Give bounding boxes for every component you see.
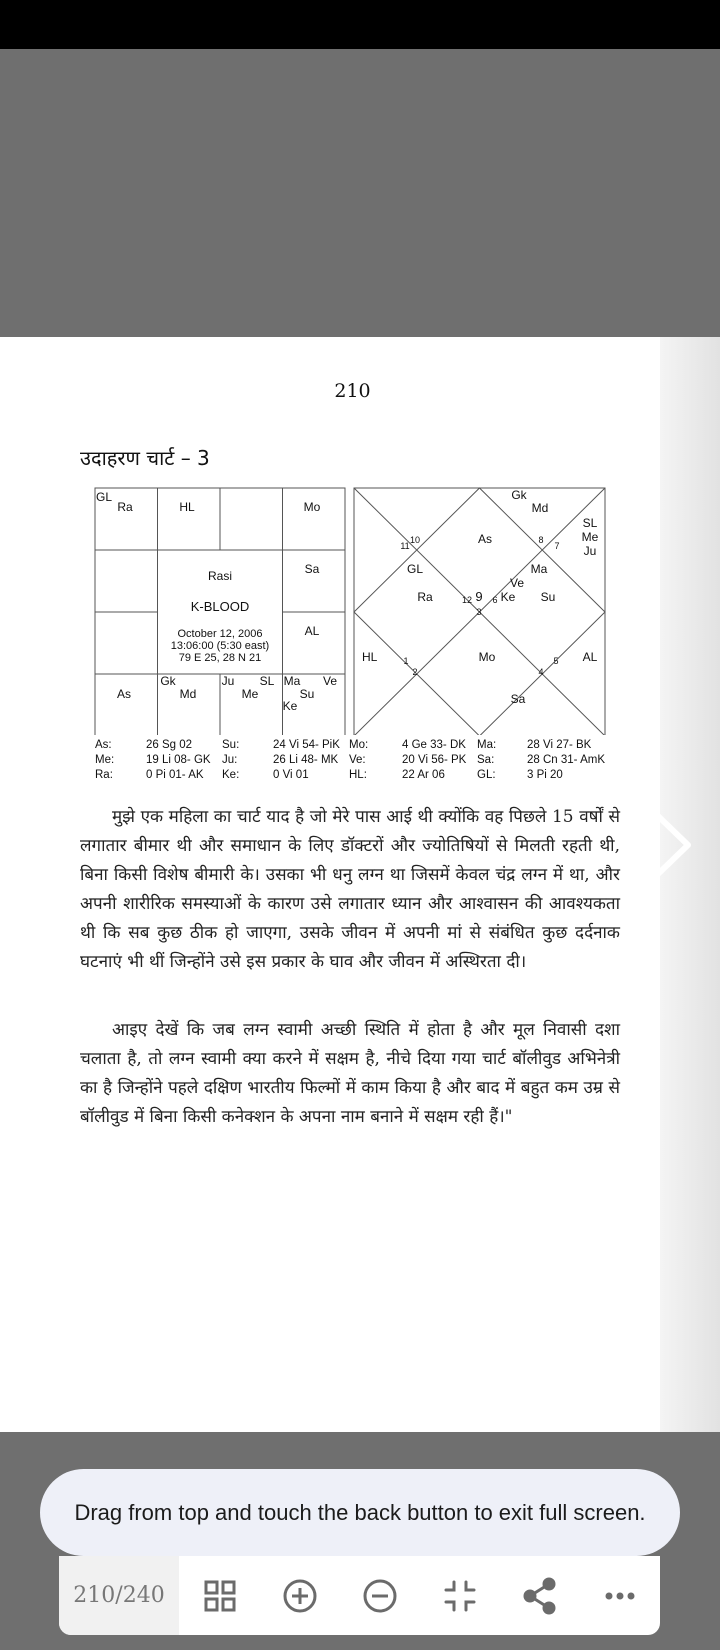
- table-cell: Ju:: [222, 754, 238, 766]
- rasi-cell-ju: Ju: [221, 674, 235, 688]
- table-cell: 0 Pi 01- AK: [146, 769, 204, 781]
- horoscope-charts: [92, 485, 612, 735]
- table-cell: Sa:: [477, 754, 495, 766]
- table-cell: 28 Cn 31- AmK: [527, 754, 605, 766]
- grid-icon[interactable]: [200, 1576, 240, 1616]
- table-cell: 3 Pi 20: [527, 769, 563, 781]
- table-cell: 26 Sg 02: [146, 739, 193, 751]
- rasi-cell-ke: Ke: [282, 699, 298, 713]
- table-cell: 4 Ge 33- DK: [402, 739, 466, 751]
- north-as: As: [477, 532, 493, 546]
- north-me: Me: [581, 530, 599, 544]
- north-ra: Ra: [417, 590, 433, 604]
- north-mo: Mo: [478, 650, 496, 664]
- rasi-cell-sl: SL: [259, 674, 275, 688]
- status-bar: [0, 0, 720, 49]
- north-3: 3: [476, 607, 482, 617]
- table-cell: Mo:: [349, 739, 369, 751]
- planet-positions-table: [95, 739, 655, 784]
- rasi-cell-gk: Gk: [160, 674, 176, 688]
- next-page-arrow-icon[interactable]: [648, 810, 698, 880]
- table-cell: 28 Vi 27- BK: [527, 739, 592, 751]
- rasi-cell-al: AL: [304, 624, 320, 638]
- page-counter[interactable]: 210/240: [59, 1556, 179, 1635]
- table-cell: 24 Vi 54- PiK: [273, 739, 340, 751]
- north-ma: Ma: [530, 562, 548, 576]
- table-cell: Ve:: [349, 754, 366, 766]
- rasi-center-name: K-BLOOD: [190, 599, 250, 614]
- table-cell: Ra:: [95, 769, 113, 781]
- table-cell: Ma:: [477, 739, 497, 751]
- north-al: AL: [582, 650, 598, 664]
- rasi-center-date: October 12, 2006: [177, 628, 263, 640]
- rasi-cell-gl: GL: [95, 490, 113, 504]
- rasi-cell-su: Su: [299, 687, 315, 701]
- north-gk: Gk: [511, 488, 527, 502]
- north-2: 2: [412, 667, 418, 677]
- north-ju: Ju: [583, 544, 597, 558]
- fullscreen-exit-icon[interactable]: [440, 1576, 480, 1616]
- previous-page-arrow-icon[interactable]: [20, 810, 70, 880]
- rasi-cell-as: As: [116, 687, 132, 701]
- rasi-cell-ve: Ve: [322, 674, 338, 688]
- table-cell: Ke:: [222, 769, 240, 781]
- north-7: 7: [554, 541, 560, 551]
- north-hl: HL: [362, 650, 378, 664]
- rasi-cell-md: Md: [179, 687, 197, 701]
- body-paragraph-1: मुझे एक महिला का चार्ट याद है जो मेरे पास आई थी क्योंकि वह पिछले 15 वर्षों से लगातार बीमार थी और समाधान के लिए डॉक्टरों और ज्योतिषियों से मिलती रहती थी, बिना किसी विशेष बीमारी के। उसका भी धनु लग्न था जिसमें केवल चंद्र लग्न में था, और अपनी शारीरिक समस्याओं के कारण उसे लगातार ध्यान और आश्वासन की आवश्यकता थी कि सब कुछ ठीक हो जाएगा, उसके जीवन में अपनी मां से संबंधित कुछ दर्दनाक घटनाएं भी थीं जिन्होंने उसे इस प्रकार के घाव और जीवन में अस्थिरता दी।: [80, 807, 620, 972]
- bottom-toolbar: [59, 1556, 660, 1635]
- table-cell: HL:: [349, 769, 367, 781]
- north-1: 1: [403, 656, 409, 666]
- table-cell: As:: [95, 739, 112, 751]
- example-chart-title: उदाहरण चार्ट – 3: [80, 446, 210, 470]
- page-edge: [660, 337, 720, 1432]
- north-md: Md: [531, 501, 549, 515]
- table-cell: 22 Ar 06: [402, 769, 445, 781]
- north-sa: Sa: [510, 692, 526, 706]
- rasi-cell-me: Me: [241, 687, 259, 701]
- zoom-in-icon[interactable]: [280, 1576, 320, 1616]
- rasi-center-coords: 79 E 25, 28 N 21: [178, 652, 262, 664]
- more-icon[interactable]: [600, 1576, 640, 1616]
- toast-message: Drag from top and touch the back button to exit full screen.: [74, 1499, 646, 1525]
- document-page: [0, 337, 660, 1432]
- table-cell: Me:: [95, 754, 115, 766]
- north-12: 12: [461, 595, 473, 605]
- table-cell: GL:: [477, 769, 496, 781]
- rasi-cell-hl: HL: [179, 500, 195, 514]
- rasi-center-time: 13:06:00 (5:30 east): [170, 640, 270, 652]
- fullscreen-toast: [40, 1469, 680, 1556]
- body-paragraph-2: आइए देखें कि जब लग्न स्वामी अच्छी स्थिति में होता है और मूल निवासी दशा चलाता है, तो लग्न स्वामी क्या करने में सक्षम है, नीचे दिया गया चार्ट बॉलीवुड अभिनेत्री का है जिन्होंने पहले दक्षिण भारतीय फिल्मों में काम किया है और बाद में बहुत कम उम्र से बॉलीवुड में बिना किसी कनेक्शन के अपना नाम बनाने में सक्षम रही हैं।": [80, 1020, 620, 1127]
- north-5: 5: [553, 656, 559, 666]
- rasi-center-label: Rasi: [207, 569, 233, 583]
- table-row: [95, 754, 655, 769]
- rasi-cell-ra: Ra: [117, 500, 133, 514]
- table-cell: Su:: [222, 739, 240, 751]
- page-number: 210: [334, 380, 371, 402]
- north-8: 8: [538, 535, 544, 545]
- share-icon[interactable]: [520, 1576, 560, 1616]
- table-row: [95, 769, 655, 784]
- north-11: 11: [400, 541, 410, 551]
- north-ke: Ke: [500, 590, 516, 604]
- rasi-cell-mo: Mo: [303, 500, 321, 514]
- north-gl: GL: [406, 562, 424, 576]
- north-9: 9: [475, 589, 483, 604]
- north-6: 6: [492, 595, 498, 605]
- north-ve: Ve: [509, 576, 525, 590]
- table-cell: 19 Li 08- GK: [146, 754, 211, 766]
- north-sl: SL: [582, 516, 598, 530]
- table-cell: 20 Vi 56- PK: [402, 754, 467, 766]
- rasi-cell-sa: Sa: [304, 562, 320, 576]
- north-10: 10: [409, 535, 421, 545]
- north-4: 4: [538, 667, 544, 677]
- table-cell: 26 Li 48- MK: [273, 754, 339, 766]
- zoom-out-icon[interactable]: [360, 1576, 400, 1616]
- north-su: Su: [540, 590, 556, 604]
- table-row: [95, 739, 655, 754]
- table-cell: 0 Vi 01: [273, 769, 309, 781]
- rasi-cell-ma: Ma: [283, 674, 301, 688]
